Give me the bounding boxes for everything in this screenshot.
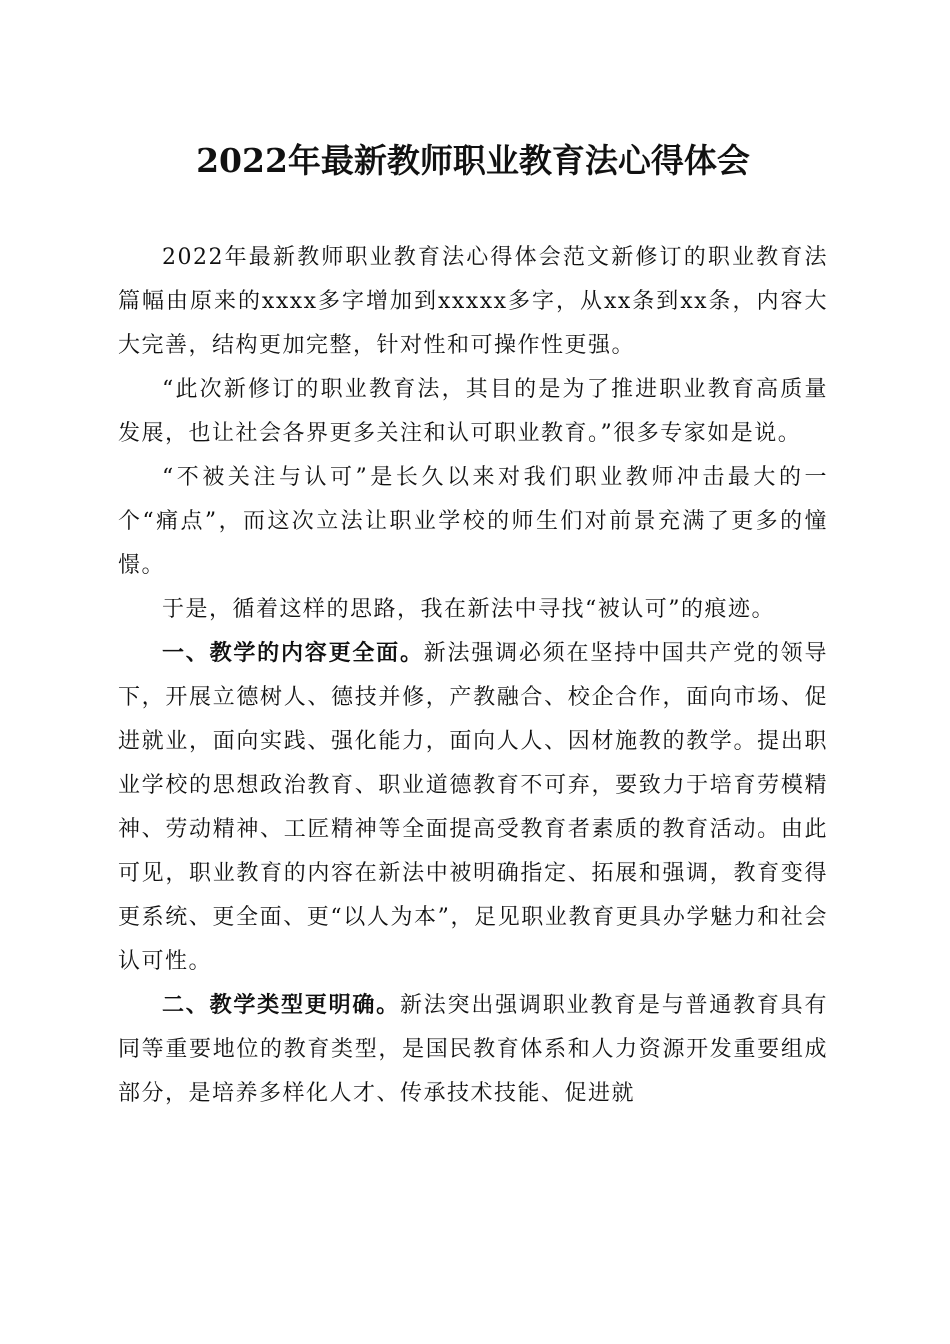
section-heading: 二、教学类型更明确。 <box>162 993 400 1018</box>
paragraph-text: “不被关注与认可”是长久以来对我们职业教师冲击最大的一个“痛点”，而这次立法让职业学校的师生们对前景充满了更多的憧憬。 <box>118 465 828 578</box>
paragraph-text: 2022年最新教师职业教育法心得体会范文新修订的职业教育法篇幅由原来的xxxx多字增加到xxxxx多字，从xx条到xx条，内容大大完善，结构更加完整，针对性和可操作性更强。 <box>118 245 828 358</box>
paragraph-intro <box>118 236 828 368</box>
paragraph-quote <box>118 368 828 456</box>
document-body <box>118 236 828 1116</box>
paragraph-text: 新法强调必须在坚持中国共产党的领导下，开展立德树人、德技并修，产教融合、校企合作，面向市场、促进就业，面向实践、强化能力，面向人人、因材施教的教学。提出职业学校的思想政治教育、职业道德教育不可弃，要致力于培育劳模精神、劳动精神、工匠精神等全面提高受教育者素质的教育活动。由此可见，职业教育的内容在新法中被明确指定、拓展和强调，教育变得更系统、更全面、更“以人为本”，足见职业教育更具办学魅力和社会认可性。 <box>118 641 828 974</box>
paragraph-pain-point <box>118 456 828 588</box>
paragraph-text: “此次新修订的职业教育法，其目的是为了推进职业教育高质量发展，也让社会各界更多关注和认可职业教育。”很多专家如是说。 <box>118 377 828 446</box>
paragraph-section-one <box>118 632 828 984</box>
paragraph-text: 新法突出强调职业教育是与普通教育具有同等重要地位的教育类型，是国民教育体系和人力资源开发重要组成部分，是培养多样化人才、传承技术技能、促进就 <box>118 993 828 1106</box>
paragraph-text: 于是，循着这样的思路，我在新法中寻找“被认可”的痕迹。 <box>162 597 775 622</box>
paragraph-section-two <box>118 984 828 1116</box>
document-title: 2022年最新教师职业教育法心得体会 <box>196 141 750 180</box>
paragraph-search <box>118 588 828 632</box>
section-heading: 一、教学的内容更全面。 <box>162 641 424 666</box>
